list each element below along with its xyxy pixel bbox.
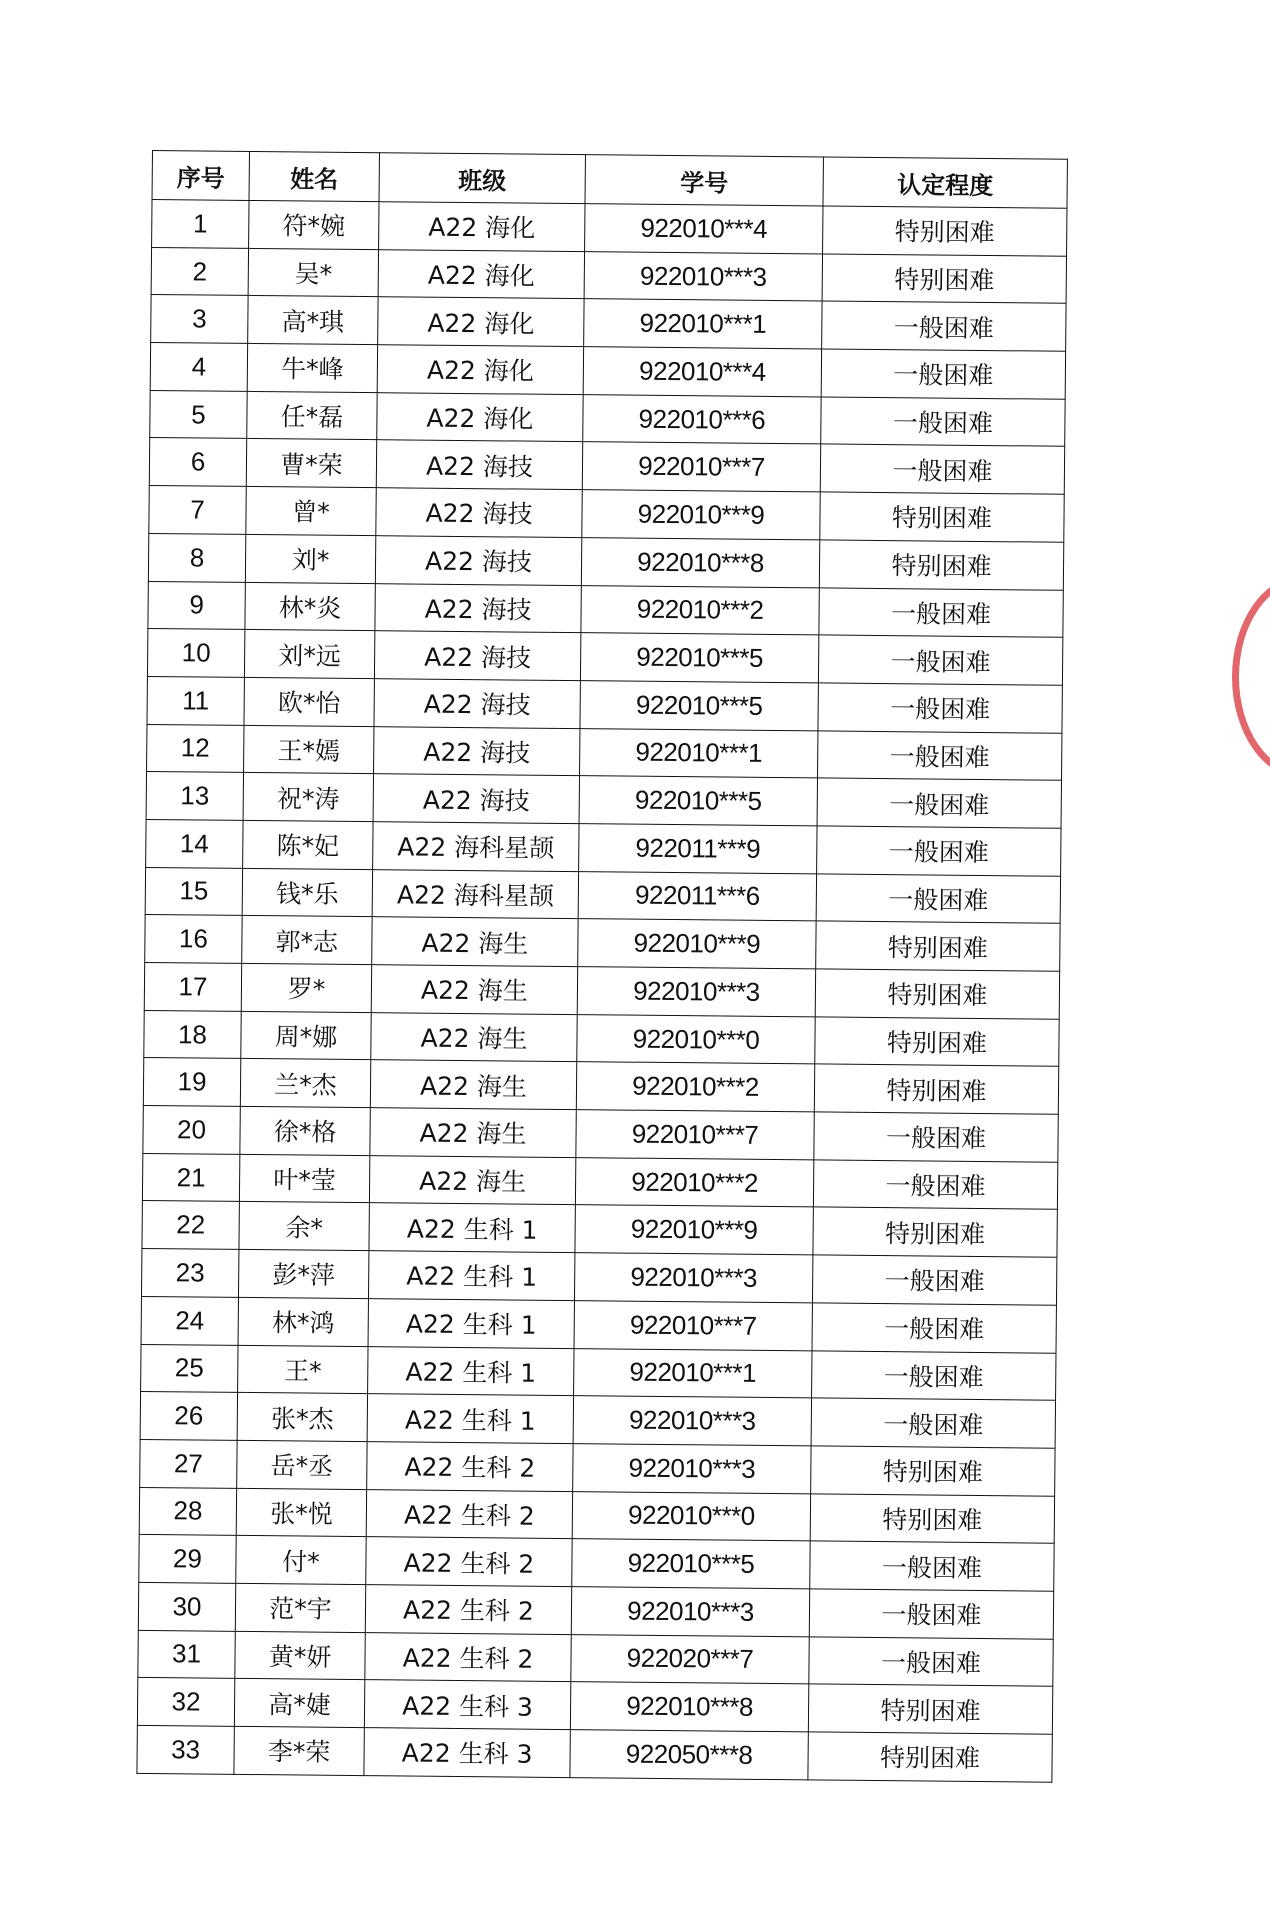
cell-student-id: 922010***5 (579, 776, 817, 826)
cell-level: 特别困难 (820, 492, 1064, 542)
cell-class: A22 海化 (378, 249, 584, 299)
cell-index: 14 (146, 819, 243, 868)
cell-name: 范*宇 (235, 1583, 365, 1632)
cell-index: 9 (148, 581, 245, 630)
header-class: 班级 (379, 153, 585, 204)
cell-level: 一般困难 (814, 1112, 1058, 1162)
cell-level: 特别困难 (813, 1207, 1057, 1257)
table-row (141, 1296, 1056, 1352)
cell-name: 林*炎 (245, 582, 375, 631)
header-student-id: 学号 (585, 155, 823, 206)
table-row (142, 1201, 1057, 1257)
table-row (143, 1058, 1058, 1114)
cell-student-id: 922010***1 (574, 1348, 812, 1398)
cell-name: 岳*丞 (237, 1440, 367, 1489)
cell-student-id: 922010***7 (574, 1300, 812, 1350)
cell-index: 32 (137, 1678, 234, 1727)
cell-name: 钱*乐 (242, 868, 372, 917)
cell-name: 张*悦 (236, 1488, 366, 1537)
cell-level: 一般困难 (810, 1541, 1054, 1591)
table-row (148, 533, 1063, 589)
table-row (142, 1153, 1057, 1209)
cell-student-id: 922010***4 (583, 347, 821, 397)
cell-class: A22 海生 (371, 1012, 577, 1062)
table-row (141, 1344, 1056, 1400)
cell-class: A22 海生 (369, 1155, 575, 1205)
cell-index: 5 (150, 390, 247, 439)
cell-level: 一般困难 (816, 874, 1060, 924)
cell-name: 付* (236, 1536, 366, 1585)
cell-student-id: 922050***8 (570, 1730, 808, 1780)
cell-level: 特别困难 (811, 1446, 1055, 1496)
cell-index: 11 (147, 676, 244, 725)
cell-index: 16 (145, 915, 242, 964)
cell-student-id: 922010***1 (584, 299, 822, 349)
cell-index: 21 (142, 1153, 239, 1202)
cell-index: 20 (143, 1106, 240, 1155)
table-row (144, 1010, 1059, 1066)
table-row (140, 1392, 1055, 1448)
cell-name: 刘* (245, 534, 375, 583)
cell-name: 黄*妍 (235, 1631, 365, 1680)
cell-name: 周*娜 (241, 1011, 371, 1060)
cell-name: 叶*莹 (239, 1154, 369, 1203)
cell-level: 一般困难 (818, 635, 1062, 685)
cell-student-id: 922010***5 (580, 681, 818, 731)
cell-index: 30 (138, 1582, 235, 1631)
cell-level: 一般困难 (812, 1255, 1056, 1305)
cell-student-id: 922010***3 (573, 1396, 811, 1446)
table-row (139, 1487, 1054, 1543)
header-index: 序号 (152, 151, 249, 201)
table-row (146, 819, 1061, 875)
cell-level: 一般困难 (811, 1398, 1055, 1448)
cell-student-id: 922010***6 (583, 394, 821, 444)
table-row (145, 915, 1060, 971)
cell-class: A22 海生 (372, 917, 578, 967)
cell-index: 27 (140, 1439, 237, 1488)
cell-student-id: 922011***6 (578, 871, 816, 921)
cell-class: A22 海科星颉 (373, 822, 579, 872)
cell-student-id: 922010***9 (582, 490, 820, 540)
cell-name: 刘*远 (244, 630, 374, 679)
cell-student-id: 922010***2 (576, 1062, 814, 1112)
cell-name: 陈*妃 (243, 820, 373, 869)
cell-level: 一般困难 (822, 301, 1066, 351)
cell-class: A22 海技 (375, 535, 581, 585)
cell-level: 一般困难 (809, 1589, 1053, 1639)
cell-index: 23 (141, 1249, 238, 1298)
table-row (150, 390, 1065, 446)
cell-index: 26 (140, 1392, 237, 1441)
table-row (151, 247, 1066, 303)
cell-student-id: 922010***3 (573, 1443, 811, 1493)
cell-class: A22 生科 1 (367, 1394, 573, 1444)
cell-index: 8 (148, 533, 245, 582)
cell-student-id: 922010***1 (580, 728, 818, 778)
cell-level: 一般困难 (818, 683, 1062, 733)
cell-class: A22 海技 (373, 774, 579, 824)
cell-index: 18 (144, 1010, 241, 1059)
cell-student-id: 922010***7 (582, 442, 820, 492)
cell-student-id: 922010***5 (572, 1539, 810, 1589)
cell-level: 一般困难 (809, 1637, 1053, 1687)
table-row (146, 772, 1061, 828)
table-row (137, 1725, 1052, 1781)
cell-name: 余* (239, 1202, 369, 1251)
cell-level: 一般困难 (818, 730, 1062, 780)
cell-name: 王*嫣 (244, 725, 374, 774)
cell-class: A22 海化 (377, 392, 583, 442)
cell-class: A22 生科 1 (368, 1251, 574, 1301)
cell-index: 12 (147, 724, 244, 773)
cell-level: 一般困难 (812, 1303, 1056, 1353)
cell-class: A22 生科 3 (364, 1680, 570, 1730)
cell-level: 特别困难 (810, 1493, 1054, 1543)
cell-name: 彭*萍 (238, 1250, 368, 1299)
cell-class: A22 生科 2 (366, 1489, 572, 1539)
cell-level: 特别困难 (823, 206, 1067, 256)
cell-level: 一般困难 (821, 349, 1065, 399)
cell-name: 罗* (241, 963, 371, 1012)
header-level: 认定程度 (823, 157, 1067, 208)
cell-name: 兰*杰 (240, 1059, 370, 1108)
cell-name: 任*磊 (247, 391, 377, 440)
cell-name: 符*婉 (249, 200, 379, 249)
cell-student-id: 922010***7 (576, 1110, 814, 1160)
cell-name: 林*鸿 (238, 1297, 368, 1346)
cell-level: 特别困难 (815, 1017, 1059, 1067)
cell-index: 19 (143, 1058, 240, 1107)
cell-level: 一般困难 (812, 1350, 1056, 1400)
cell-class: A22 海生 (370, 1108, 576, 1158)
cell-class: A22 生科 2 (366, 1537, 572, 1587)
table-row (138, 1582, 1053, 1638)
cell-class: A22 海技 (376, 488, 582, 538)
cell-student-id: 922010***5 (580, 633, 818, 683)
cell-student-id: 922010***2 (575, 1157, 813, 1207)
table-row (140, 1439, 1055, 1495)
table-row (147, 724, 1062, 780)
cell-index: 33 (137, 1725, 234, 1774)
cell-student-id: 922010***3 (571, 1587, 809, 1637)
cell-level: 一般困难 (813, 1160, 1057, 1210)
cell-class: A22 生科 2 (365, 1585, 571, 1635)
cell-class: A22 生科 1 (369, 1203, 575, 1253)
cell-name: 高*琪 (248, 296, 378, 345)
table-row (144, 962, 1059, 1018)
cell-class: A22 生科 2 (365, 1632, 571, 1682)
table-row (139, 1535, 1054, 1591)
cell-class: A22 生科 2 (367, 1441, 573, 1491)
cell-student-id: 922010***9 (575, 1205, 813, 1255)
cell-index: 10 (147, 629, 244, 678)
table-body (137, 200, 1067, 1782)
table-row (150, 343, 1065, 399)
cell-class: A22 海生 (370, 1060, 576, 1110)
student-table (136, 150, 1068, 1782)
table-row (149, 486, 1064, 542)
cell-student-id: 922010***8 (570, 1682, 808, 1732)
cell-name: 祝*涛 (243, 773, 373, 822)
red-seal-stamp (1232, 575, 1270, 779)
cell-name: 徐*格 (240, 1106, 370, 1155)
cell-student-id: 922010***8 (581, 537, 819, 587)
cell-level: 一般困难 (817, 778, 1061, 828)
table-header-row (152, 151, 1067, 209)
cell-index: 2 (151, 247, 248, 296)
cell-class: A22 海科星颉 (372, 869, 578, 919)
cell-level: 特别困难 (822, 254, 1066, 304)
cell-level: 一般困难 (819, 587, 1063, 637)
cell-name: 郭*志 (242, 916, 372, 965)
table-row (141, 1249, 1056, 1305)
cell-index: 31 (138, 1630, 235, 1679)
cell-index: 17 (144, 962, 241, 1011)
cell-name: 王* (238, 1345, 368, 1394)
cell-index: 3 (151, 295, 248, 344)
cell-index: 6 (149, 438, 246, 487)
table-row (148, 581, 1063, 637)
cell-level: 特别困难 (814, 1064, 1058, 1114)
cell-index: 28 (139, 1487, 236, 1536)
table-row (143, 1106, 1058, 1162)
cell-student-id: 922010***0 (572, 1491, 810, 1541)
table-row (151, 295, 1066, 351)
cell-class: A22 海技 (374, 631, 580, 681)
cell-name: 张*杰 (237, 1393, 367, 1442)
cell-student-id: 922011***9 (579, 824, 817, 874)
table-row (137, 1678, 1052, 1734)
cell-student-id: 922010***3 (574, 1253, 812, 1303)
cell-class: A22 生科 1 (368, 1298, 574, 1348)
cell-name: 欧*怡 (244, 677, 374, 726)
cell-student-id: 922010***0 (577, 1014, 815, 1064)
cell-index: 13 (146, 772, 243, 821)
cell-index: 25 (141, 1344, 238, 1393)
cell-student-id: 922020***7 (571, 1634, 809, 1684)
cell-class: A22 海化 (378, 297, 584, 347)
cell-class: A22 海化 (377, 345, 583, 395)
cell-level: 一般困难 (817, 826, 1061, 876)
table-row (149, 438, 1064, 494)
cell-class: A22 海化 (379, 202, 585, 252)
cell-index: 22 (142, 1201, 239, 1250)
cell-level: 特别困难 (816, 921, 1060, 971)
cell-student-id: 922010***3 (584, 251, 822, 301)
cell-name: 吴* (248, 248, 378, 297)
cell-index: 7 (149, 486, 246, 535)
cell-student-id: 922010***4 (585, 204, 823, 254)
table-row (147, 629, 1062, 685)
cell-index: 15 (145, 867, 242, 916)
cell-class: A22 海技 (375, 583, 581, 633)
table-row (147, 676, 1062, 732)
cell-name: 曹*荣 (246, 439, 376, 488)
cell-index: 4 (150, 343, 247, 392)
cell-class: A22 海技 (376, 440, 582, 490)
cell-class: A22 生科 3 (364, 1728, 570, 1778)
cell-class: A22 海技 (374, 726, 580, 776)
cell-name: 牛*峰 (247, 343, 377, 392)
cell-name: 高*婕 (234, 1679, 364, 1728)
cell-class: A22 海生 (371, 965, 577, 1015)
cell-level: 特别困难 (808, 1732, 1052, 1782)
cell-class: A22 生科 1 (368, 1346, 574, 1396)
header-name: 姓名 (249, 151, 379, 201)
cell-level: 特别困难 (819, 540, 1063, 590)
cell-level: 一般困难 (821, 397, 1065, 447)
table-row (145, 867, 1060, 923)
cell-name: 曾* (246, 487, 376, 536)
cell-level: 一般困难 (820, 444, 1064, 494)
cell-index: 29 (139, 1535, 236, 1584)
cell-index: 24 (141, 1296, 238, 1345)
table-row (152, 200, 1067, 256)
cell-level: 特别困难 (808, 1684, 1052, 1734)
student-table-wrapper (136, 150, 1067, 1782)
cell-student-id: 922010***2 (581, 585, 819, 635)
cell-student-id: 922010***3 (577, 967, 815, 1017)
cell-level: 特别困难 (815, 969, 1059, 1019)
cell-class: A22 海技 (374, 679, 580, 729)
cell-index: 1 (152, 200, 249, 249)
cell-name: 李*荣 (234, 1726, 364, 1775)
table-row (138, 1630, 1053, 1686)
cell-student-id: 922010***9 (578, 919, 816, 969)
